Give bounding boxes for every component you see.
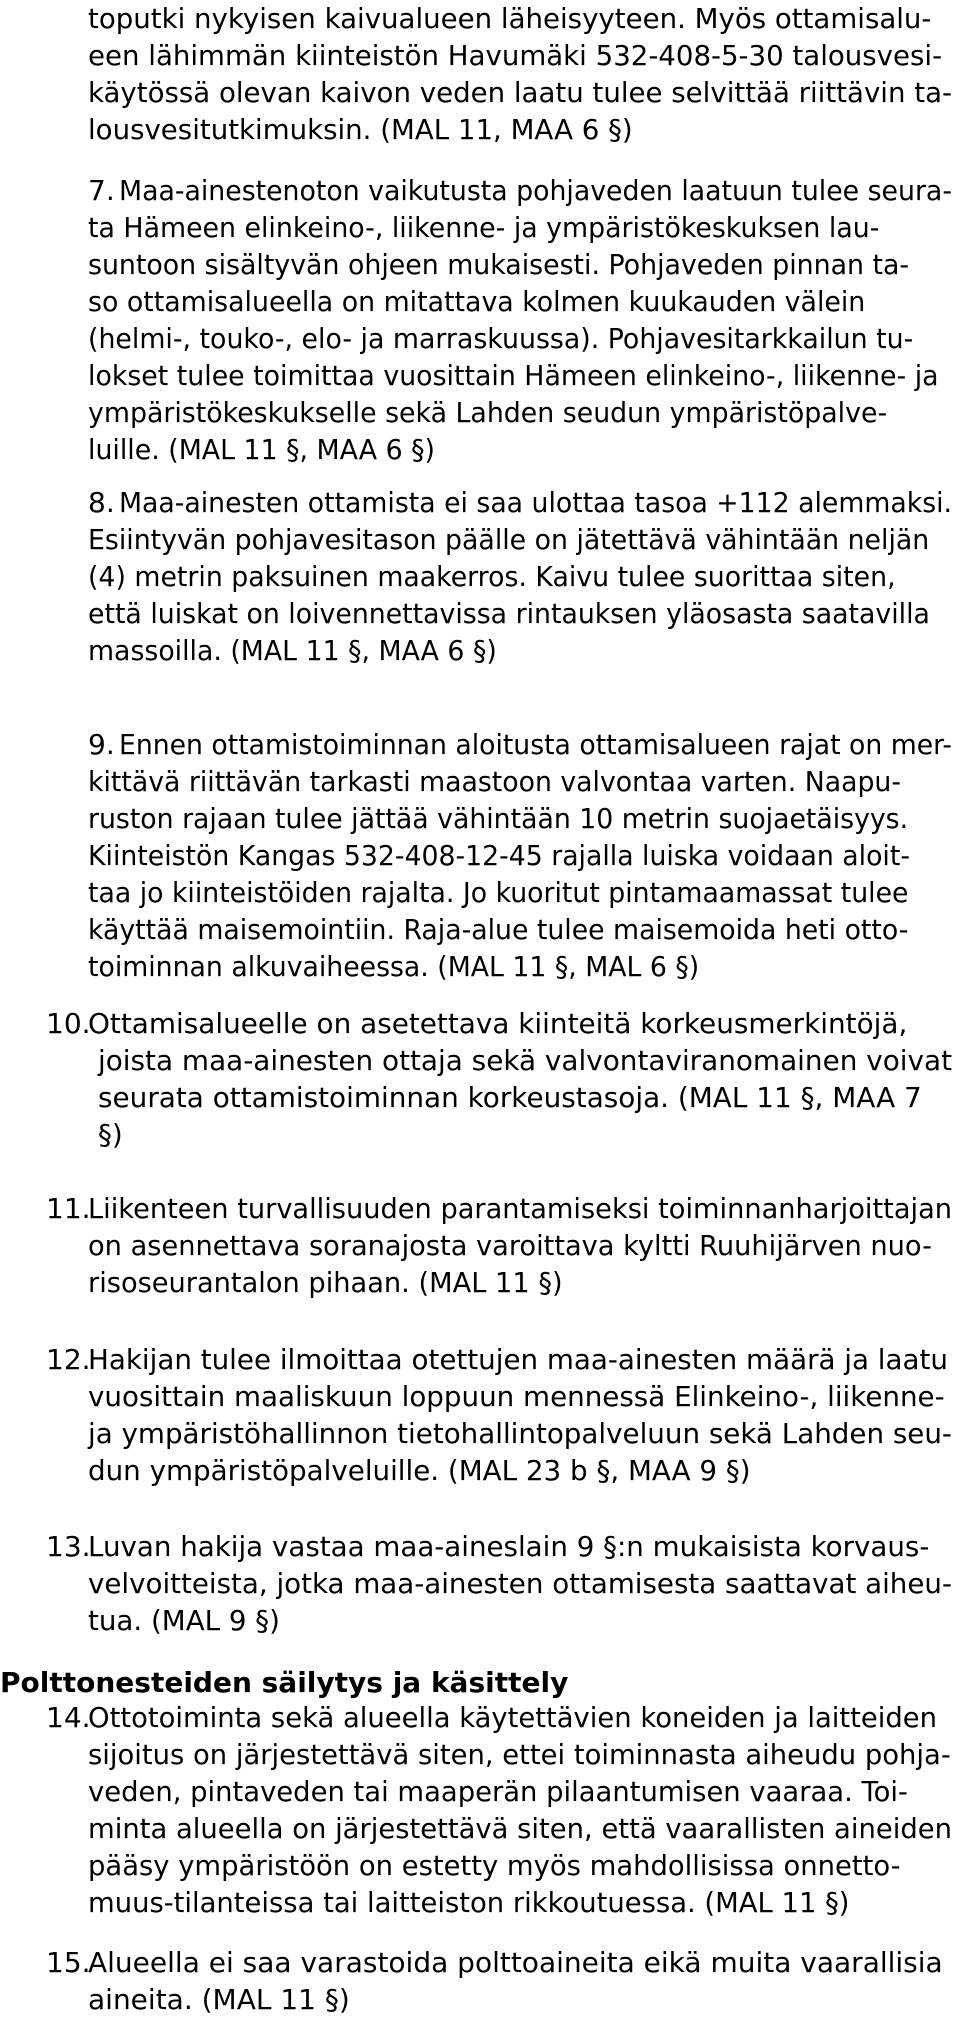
- condition-item-13: [88, 1528, 960, 1639]
- item-line: veden, pintaveden tai maaperän pilaantumisen vaaraa. Toi-: [88, 1775, 908, 1808]
- item-line: että luiskat on loivennettavissa rintauksen yläosasta saatavilla: [88, 597, 930, 630]
- item-line: Hakijan tulee ilmoittaa otettujen maa-ainesten määrä ja laatu: [88, 1343, 948, 1376]
- intro-line: käytössä olevan kaivon veden laatu tulee selvittää riittävin ta-: [88, 76, 952, 109]
- item-number: 8.: [88, 486, 115, 519]
- item-line: Kiinteistön Kangas 532-408-12-45 rajalla luiska voidaan aloit-: [88, 839, 910, 872]
- item-number: 11.: [46, 1192, 91, 1225]
- item-line: Ennen ottamistoiminnan aloitusta ottamisalueen rajat on mer-: [119, 728, 953, 761]
- item-number: 13.: [46, 1530, 91, 1563]
- item-line: ta Hämeen elinkeino-, liikenne- ja ympäristökeskuksen lau-: [88, 211, 880, 244]
- condition-item-12: [88, 1341, 960, 1489]
- item-line: Maa-ainesten ottamista ei saa ulottaa tasoa +112 alemmaksi.: [119, 486, 953, 519]
- item-line: muus-tilanteissa tai laitteiston rikkoutuessa. (MAL 11 §): [88, 1886, 850, 1919]
- item-line: minta alueella on järjestettävä siten, että vaarallisten aineiden: [88, 1812, 952, 1845]
- item-line: (4) metrin paksuinen maakerros. Kaivu tulee suorittaa siten,: [88, 560, 896, 593]
- item-line: §): [98, 1118, 123, 1151]
- item-line: seurata ottamistoiminnan korkeustasoja. (MAL 11 §, MAA 7: [98, 1081, 922, 1114]
- item-line: on asennettava soranajosta varoittava kyltti Ruuhijärven nuo-: [88, 1229, 932, 1262]
- item-line: aineita. (MAL 11 §): [88, 1983, 350, 2016]
- item-line: tua. (MAL 9 §): [88, 1604, 280, 1637]
- item-number: 12.: [46, 1343, 91, 1376]
- item-number: 10.: [46, 1007, 91, 1040]
- item-line: Ottotoiminta sekä alueella käytettävien koneiden ja laitteiden: [88, 1701, 938, 1734]
- condition-item-14: [88, 1699, 960, 1921]
- item-line: pääsy ympäristöön on estetty myös mahdollisissa onnetto-: [88, 1849, 901, 1882]
- item-line: käyttää maisemointiin. Raja-alue tulee maisemoida heti otto-: [88, 913, 909, 946]
- item-line: Liikenteen turvallisuuden parantamiseksi toiminnanharjoittajan: [88, 1192, 953, 1225]
- condition-item-10: [88, 1005, 956, 1153]
- item-line: kittävä riittävän tarkasti maastoon valvontaa varten. Naapu-: [88, 765, 901, 798]
- item-line: sijoitus on järjestettävä siten, ettei toiminnasta aiheudu pohja-: [88, 1738, 951, 1771]
- item-line: Esiintyvän pohjavesitason päälle on jätettävä vähintään neljän: [88, 523, 930, 556]
- item-line: toiminnan alkuvaiheessa. (MAL 11 §, MAL 6 §): [88, 950, 700, 983]
- item-line: dun ympäristöpalveluille. (MAL 23 b §, MAA 9 §): [88, 1454, 751, 1487]
- item-line: Maa-ainestenoton vaikutusta pohjaveden laatuun tulee seura-: [119, 174, 952, 207]
- item-line: vuosittain maaliskuun loppuun mennessä Elinkeino-, liikenne-: [88, 1380, 945, 1413]
- section-heading: Polttonesteiden säilytys ja käsittely: [0, 1666, 569, 1699]
- intro-line: toputki nykyisen kaivualueen läheisyyteen. Myös ottamisalu-: [88, 2, 932, 35]
- item-line: ja ympäristöhallinnon tietohallintopalveluun sekä Lahden seu-: [88, 1417, 952, 1450]
- item-number: 9.: [88, 728, 115, 761]
- item-line: ympäristökeskukselle sekä Lahden seudun ympäristöpalve-: [88, 396, 888, 429]
- item-number: 15.: [46, 1946, 91, 1979]
- condition-item-11: [88, 1190, 960, 1301]
- item-line: (helmi-, touko-, elo- ja marraskuussa). Pohjavesitarkkailun tu-: [88, 322, 914, 355]
- item-number: 7.: [88, 174, 115, 207]
- condition-item-7: [88, 172, 960, 468]
- item-line: risoseurantalon pihaan. (MAL 11 §): [88, 1266, 563, 1299]
- item-line: massoilla. (MAL 11 §, MAA 6 §): [88, 634, 497, 667]
- item-line: Alueella ei saa varastoida polttoaineita eikä muita vaarallisia: [88, 1946, 943, 1979]
- intro-paragraph: [88, 0, 960, 148]
- item-line: lokset tulee toimittaa vuosittain Hämeen elinkeino-, liikenne- ja: [88, 359, 939, 392]
- item-line: luille. (MAL 11 §, MAA 6 §): [88, 433, 435, 466]
- item-line: Luvan hakija vastaa maa-aineslain 9 §:n mukaisista korvaus-: [88, 1530, 930, 1563]
- intro-line: een lähimmän kiinteistön Havumäki 532-408-5-30 talousvesi-: [88, 39, 943, 72]
- item-line: suntoon sisältyvän ohjeen mukaisesti. Pohjaveden pinnan ta-: [88, 248, 910, 281]
- item-line: joista maa-ainesten ottaja sekä valvontaviranomainen voivat: [98, 1044, 953, 1077]
- item-line: ruston rajaan tulee jättää vähintään 10 metrin suojaetäisyys.: [88, 802, 909, 835]
- condition-item-8: [88, 484, 960, 669]
- intro-line: lousvesitutkimuksin. (MAL 11, MAA 6 §): [88, 113, 633, 146]
- item-line: taa jo kiinteistöiden rajalta. Jo kuoritut pintamaamassat tulee: [88, 876, 909, 909]
- item-line: so ottamisalueella on mitattava kolmen kuukauden välein: [88, 285, 866, 318]
- condition-item-9: [88, 726, 960, 985]
- item-number: 14.: [46, 1701, 91, 1734]
- item-line: Ottamisalueelle on asetettava kiinteitä korkeusmerkintöjä,: [88, 1007, 908, 1040]
- item-line: velvoitteista, jotka maa-ainesten ottamisesta saattavat aiheu-: [88, 1567, 952, 1600]
- condition-item-15: [88, 1944, 943, 2018]
